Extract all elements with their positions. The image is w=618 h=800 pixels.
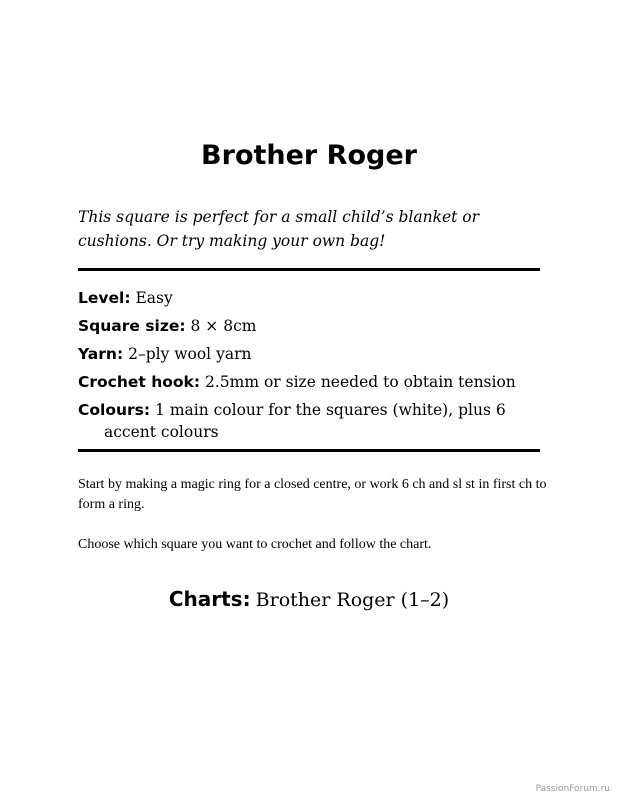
spec-label: Yarn: bbox=[78, 345, 124, 363]
charts-reference bbox=[0, 584, 618, 616]
spec-value: 2.5mm or size needed to obtain tension bbox=[205, 373, 516, 391]
spec-value: 8 × 8cm bbox=[190, 317, 257, 335]
spec-value: 2–ply wool yarn bbox=[128, 345, 252, 363]
spec-yarn bbox=[78, 343, 548, 365]
spec-colours bbox=[78, 399, 548, 443]
spec-value: Easy bbox=[135, 289, 173, 307]
spec-label: Level: bbox=[78, 289, 131, 307]
spec-list bbox=[78, 287, 548, 449]
watermark: PassionForum.ru bbox=[535, 784, 610, 794]
divider-top bbox=[78, 268, 540, 271]
spec-square-size bbox=[78, 315, 548, 337]
instruction-paragraph: Start by making a magic ring for a closed centre, or work 6 ch and sl st in first ch to form a ring. bbox=[78, 477, 547, 512]
charts-value: Brother Roger (1–2) bbox=[255, 589, 450, 611]
page-title: Brother Roger bbox=[201, 140, 417, 171]
intro-text: This square is perfect for a small child’s blanket or cushions. Or try making your own bag! bbox=[78, 208, 480, 250]
instruction-paragraph: Choose which square you want to crochet and follow the chart. bbox=[78, 537, 432, 552]
charts-label: Charts: bbox=[168, 587, 251, 611]
spec-value: 1 main colour for the squares (white), plus 6 accent colours bbox=[104, 401, 506, 441]
spec-level bbox=[78, 287, 548, 309]
spec-label: Colours: bbox=[78, 401, 151, 419]
spec-crochet-hook bbox=[78, 371, 548, 393]
spec-label: Square size: bbox=[78, 317, 186, 335]
divider-bottom bbox=[78, 449, 540, 452]
spec-label: Crochet hook: bbox=[78, 373, 201, 391]
